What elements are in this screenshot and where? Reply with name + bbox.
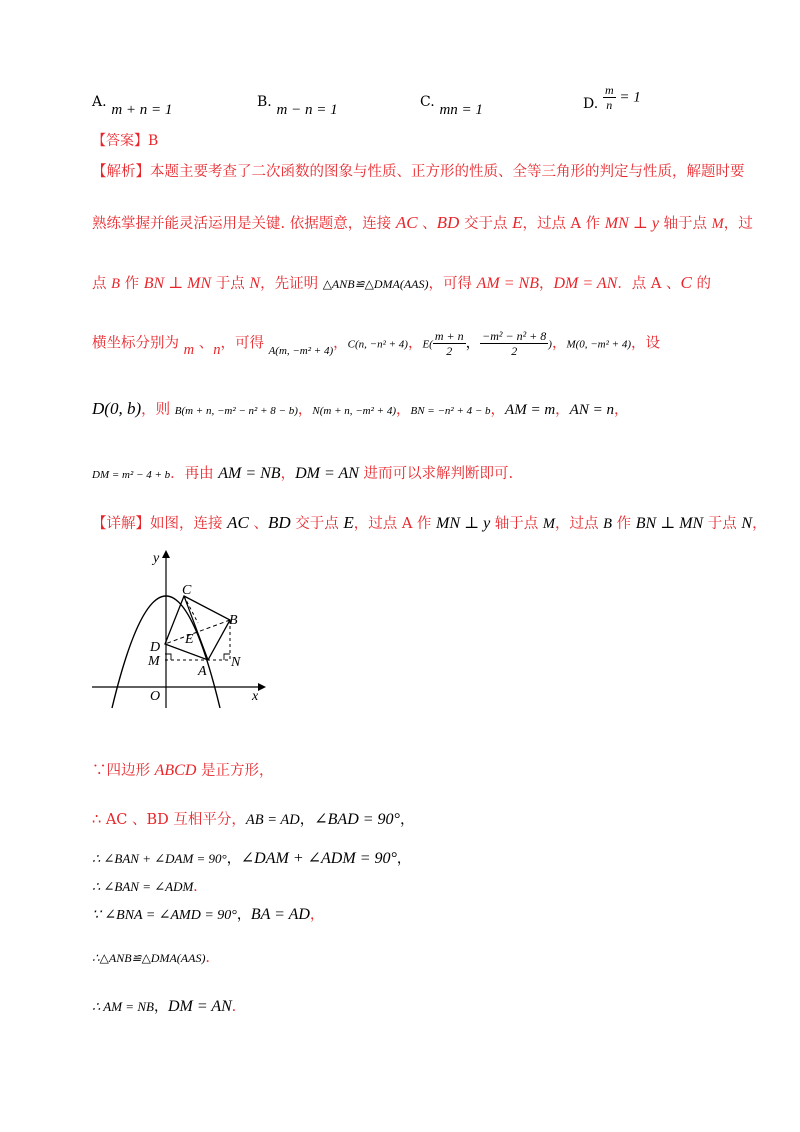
t: 、 [417,216,437,232]
m-abcd: ABCD [154,762,197,779]
m-am-nb: AM = NB [476,275,539,292]
t: ∴ AC 、BD 互相平分， [92,812,246,828]
t: ， [551,335,567,352]
m-am-nb: AM = NB [218,465,281,482]
choice-b [257,92,338,118]
t: ，过点 [555,516,604,532]
m-n: N [249,275,261,292]
t: ， [396,851,411,867]
proof-line-3 [92,848,411,868]
choice-d-fraction [603,84,616,111]
m-n: n [213,341,221,358]
t: 轴于点 [658,216,712,232]
analysis-line-5 [92,398,628,419]
m-ac: AC [227,513,249,532]
square-abcd [165,596,230,660]
choice-c-label: C. [420,94,435,110]
num: −m² − n² + 8 [482,329,547,343]
m-dm-eq: DM = m² − 4 + b [92,469,171,481]
m-mn-perp: MN ⊥ y [604,215,659,232]
den: 2 [511,344,518,358]
t: ， [226,851,241,867]
m-angle-ban-adm: ∴ ∠BAN = ∠ADM [92,879,194,894]
proof-line-5 [92,904,324,924]
t: ． [193,879,208,895]
t: ， [407,335,423,352]
proof-line-7 [92,996,246,1016]
t: ， [555,402,570,418]
t: ．点 A 、 [617,276,681,292]
m-dm-an: DM = AN [167,998,232,1015]
t: ， [538,276,554,292]
m-congruent: △ANB≌△DMA(AAS) [322,277,429,291]
m-point-b: B(m + n, −m² − n² + 8 − b) [174,405,298,417]
t: 进而可以求解判断即可. [358,466,514,482]
t: ． [205,950,220,966]
label-e: E [185,632,194,647]
m-m: m [183,341,195,358]
m-am-eq: AM = m [505,402,556,418]
t: ，可得 [220,335,269,352]
m-ba-ad: BA = AD [250,906,310,923]
analysis-line-1: 【解析】本题主要考查了二次函数的图象与性质、正方形的性质、全等三角形的判定与性质，解题时要 [92,164,745,180]
t: ，先证明 [260,276,323,292]
choice-d [583,84,641,111]
t: 的 [691,276,711,292]
t: ， [236,907,251,923]
label-y: y [153,551,160,566]
answer-line: 【答案】B [92,133,159,149]
t: ，则 [141,402,175,418]
label-a: A [198,664,207,679]
t: 、 [248,516,268,532]
t: 于点 [703,516,742,532]
choice-a-label: A. [92,94,107,110]
choice-a-expr: m + n = 1 [111,102,173,118]
t: ，过点 A 作 [353,516,437,532]
t: ，可得 [428,276,477,292]
t: 作 [119,276,144,292]
t: ， [280,466,296,482]
analysis-line-2 [92,212,753,233]
m-mn-perp: MN ⊥ y [436,515,491,532]
m-an-eq: AN = n [569,402,614,418]
m-point-c: C(n, −n² + 4) [347,338,408,351]
choice-b-label: B. [257,94,272,110]
proof-line-4 [92,876,207,896]
m-m: M [542,516,556,532]
t: 熟练掌握并能灵活运用是关键. 依据题意，连接 [92,216,396,232]
label-c: C [182,583,192,598]
t: ， [333,335,348,352]
t: ， [396,402,411,418]
m-dm-an: DM = AN [553,275,618,292]
m-ac: AC [395,213,418,232]
m-point-n: N(m + n, −m² + 4) [312,405,396,417]
t: 、 [194,335,214,352]
m-bn-perp: BN ⊥ MN [143,275,212,292]
m-point-e-close: ) [548,338,552,351]
m-bd: BD [267,513,291,532]
choice-c [420,92,483,118]
analysis-line-6 [92,462,513,483]
proof-line-6 [92,947,219,967]
m-angle-bad: ∠BAD = 90° [314,811,400,828]
geometry-figure [88,548,278,718]
t: ， [309,907,324,923]
t: ，过点 A 作 [522,216,605,232]
choice-d-rest: = 1 [615,89,641,106]
t: 作 [611,516,636,532]
t: ， [297,402,313,418]
t: ，设 [631,335,661,352]
label-d: D [150,640,161,655]
m-b: B [111,276,120,292]
t: ．再由 [170,466,219,482]
label-b: B [229,613,238,628]
x-axis-arrow [258,683,266,691]
m-b: B [603,516,612,532]
detail-line [92,512,767,533]
choice-a [92,92,173,118]
m-point-e-open: E( [422,338,433,351]
t: 于点 [211,276,250,292]
m-e: E [343,513,354,532]
m-am-nb: ∴ AM = NB [92,999,154,1014]
m-n: N [741,515,753,532]
t: 是正方形， [196,763,274,779]
choice-c-expr: mn = 1 [439,102,483,118]
proof-line-2 [92,808,414,829]
t: ． [231,999,246,1015]
y-axis-arrow [162,550,170,558]
m-point-m: M(0, −m² + 4) [566,338,632,351]
choice-d-numerator: m [604,83,614,97]
m-frac-e-y [480,330,548,357]
t: ， [465,335,481,352]
choice-d-label: D. [583,95,599,112]
t: ， [613,402,629,418]
m-point-d: D(0, b) [92,399,142,418]
m-angle-sum-1: ∴ ∠BAN + ∠DAM = 90° [92,851,227,866]
label-o: O [150,689,161,704]
t: 交于点 [459,216,513,232]
m-ab-ad: AB = AD [245,812,300,828]
m-point-a: A(m, −m² + 4) [268,344,334,357]
num: m + n [434,329,464,343]
t: 点 [92,276,112,292]
m-dm-an: DM = AN [295,465,359,482]
m-bd: BD [436,213,460,232]
t: 【详解】如图，连接 [92,516,228,532]
t: ， [399,812,415,828]
label-x: x [252,689,259,704]
m-frac-e-x [433,330,466,357]
t: ∵四边形 [92,763,155,779]
choice-b-expr: m − n = 1 [276,102,338,118]
m-bn-perp: BN ⊥ MN [635,515,704,532]
m-bn-eq: BN = −n² + 4 − b [410,405,491,417]
proof-line-1 [92,759,274,780]
m-e: E [512,213,523,232]
m-angle-bna-amd: ∵ ∠BNA = ∠AMD = 90° [92,908,237,923]
analysis-line-3 [92,272,711,293]
t: ， [752,516,767,532]
t: 轴于点 [490,516,543,532]
t: 横坐标分别为 [92,335,184,352]
right-angle-n [224,654,230,660]
label-n: N [231,655,241,670]
t: 交于点 [290,516,344,532]
label-m: M [148,654,160,669]
m-angle-sum-2: ∠DAM + ∠ADM = 90° [240,850,397,867]
m-m: M [711,216,724,232]
m-congruent: ∴△ANB≌△DMA(AAS) [92,951,206,965]
m-c: C [680,273,692,292]
diagonal-ac [184,596,208,660]
t: ， [299,812,315,828]
t: ，过 [723,216,753,232]
analysis-line-4 [92,330,660,357]
t: ， [490,402,506,418]
t: ， [153,999,168,1015]
choice-d-denominator: n [606,98,613,112]
den: 2 [446,344,453,358]
